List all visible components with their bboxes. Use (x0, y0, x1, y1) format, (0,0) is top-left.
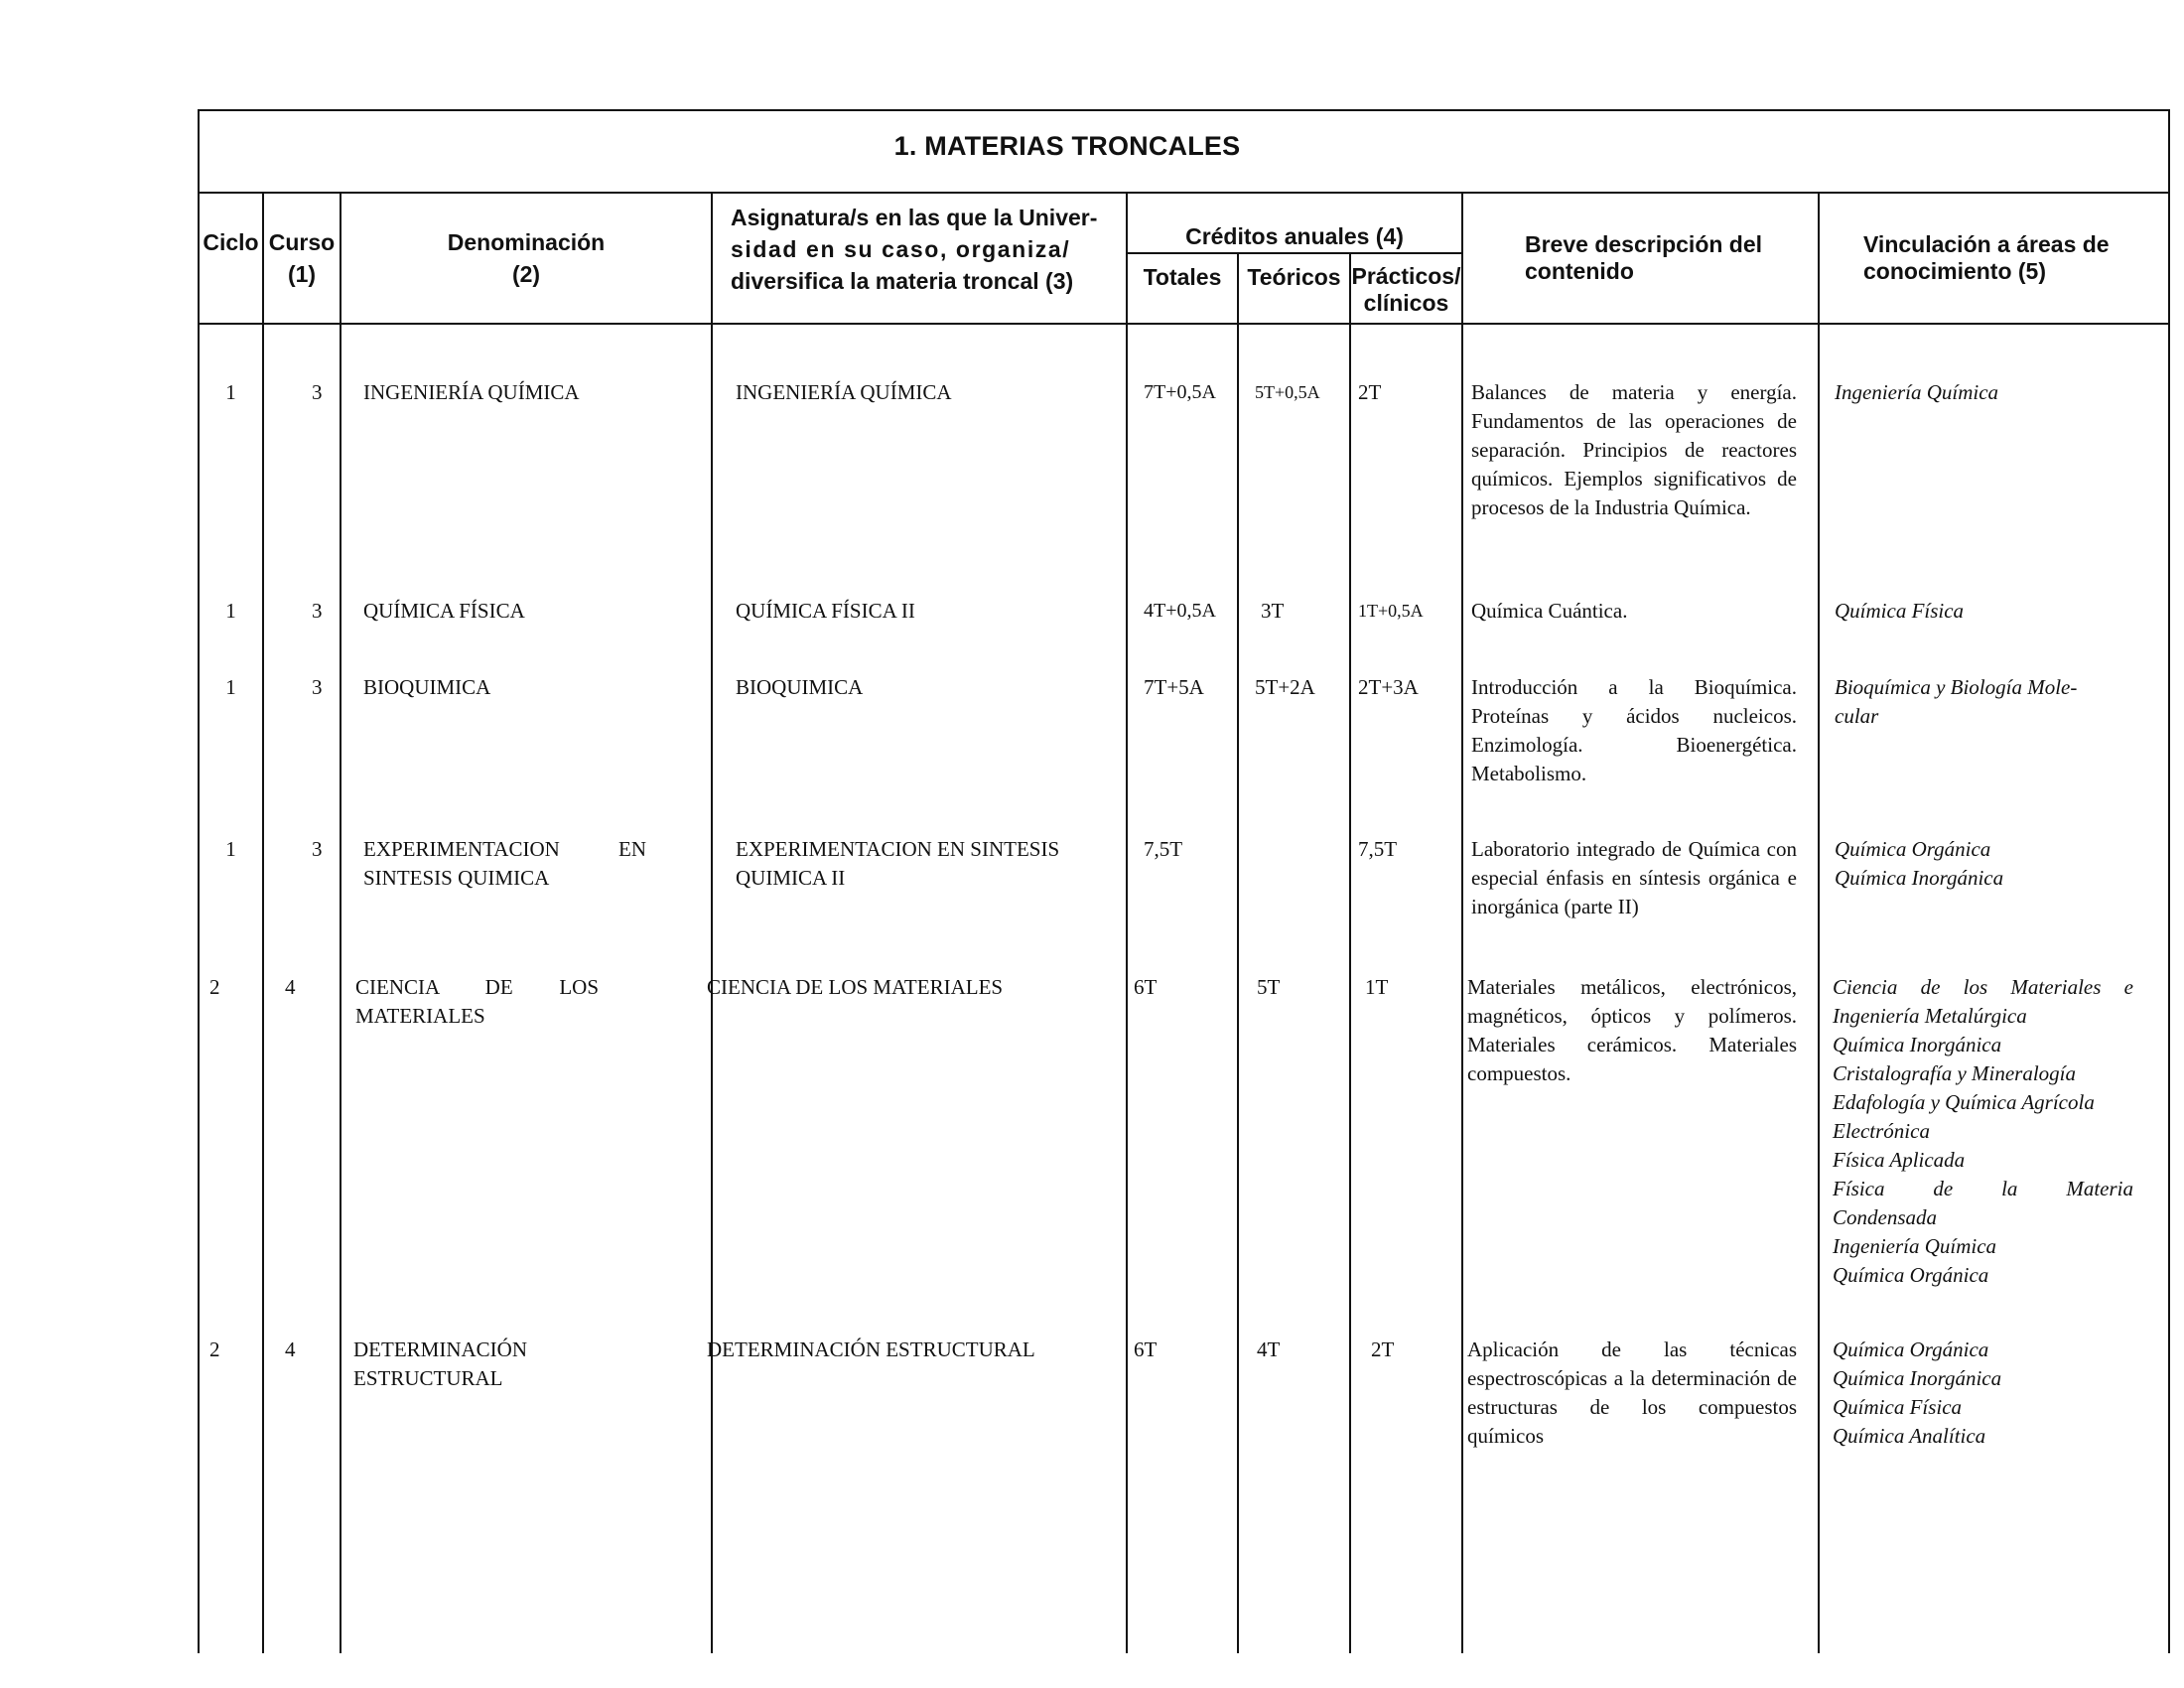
row6-totales: 6T (1134, 1337, 1158, 1361)
row6-area-item: Química Inorgánica (1833, 1366, 2002, 1390)
row3-totales: 7T+5A (1144, 675, 1204, 699)
header-totales (1128, 263, 1237, 292)
row4-area-item: Química Inorgánica (1835, 866, 2004, 890)
row3-denominacion: BIOQUIMICA (363, 675, 491, 699)
header-teoricos-label: Teóricos (1247, 264, 1341, 290)
row2-totales: 4T+0,5A (1144, 600, 1216, 622)
row6-curso: 4 (285, 1337, 296, 1361)
title-separator (198, 192, 2170, 194)
header-asignatura-line3: diversifica la materia troncal (3) (731, 268, 1074, 294)
row5-area-item: Ingeniería Química (1833, 1234, 1997, 1258)
header-curso-note: (1) (287, 261, 317, 287)
row2-teoricos: 3T (1261, 599, 1285, 623)
row2-areas (1835, 597, 2132, 626)
col-divider-totales (1237, 252, 1239, 1653)
row4-practicos: 7,5T (1358, 837, 1398, 861)
row5-area-item: Electrónica (1833, 1119, 1930, 1143)
row5-denominacion: CIENCIA DE LOS MATERIALES (355, 975, 599, 1028)
row2-descripcion: Química Cuántica. (1471, 599, 1628, 623)
row2-practicos: 1T+0,5A (1358, 601, 1424, 621)
section-title: 1. MATERIAS TRONCALES (893, 131, 1241, 161)
row6-area-item: Química Orgánica (1833, 1337, 1989, 1361)
row5-area-item: Física de la Materia (1833, 1177, 2133, 1200)
row3-teoricos: 5T+2A (1255, 675, 1315, 699)
row5-area-item: Química Inorgánica (1833, 1033, 2002, 1056)
row6-practicos: 2T (1371, 1337, 1395, 1361)
header-curso-label: Curso (268, 229, 336, 255)
header-bottom-border (198, 323, 2170, 325)
table-right-border (2168, 109, 2170, 1653)
row4-asignatura: EXPERIMENTACION EN SINTESIS QUIMICA II (736, 837, 1060, 890)
row5-asignatura: CIENCIA DE LOS MATERIALES (707, 975, 1004, 999)
table-top-border (198, 109, 2170, 111)
row1-areas (1835, 378, 2132, 407)
row5-teoricos: 5T (1257, 975, 1281, 999)
header-creditos (1128, 222, 1461, 251)
row2-asignatura: QUÍMICA FÍSICA II (736, 599, 915, 623)
row1-practicos: 2T (1358, 380, 1382, 404)
row5-descripcion: Materiales metálicos, electrónicos, magnéticos, ópticos y polímeros. Materiales cerámicos. Materiales compuestos. (1467, 975, 1797, 1085)
header-teoricos (1239, 263, 1349, 292)
row1-ciclo: 1 (225, 380, 236, 404)
row3-ciclo: 1 (225, 675, 236, 699)
row6-denominacion: DETERMINACIÓN ESTRUCTURAL (353, 1337, 527, 1390)
row2-area-item: Química Física (1835, 599, 1965, 623)
row1-teoricos: 5T+0,5A (1255, 382, 1320, 402)
row1-asignatura: INGENIERÍA QUÍMICA (736, 380, 952, 404)
header-vinculacion (1863, 231, 2161, 285)
row6-descripcion: Aplicación de las técnicas espectroscópicas a la determinación de estructuras de los compuestos químicos (1467, 1337, 1797, 1448)
row6-area-item: Química Física (1833, 1395, 1963, 1419)
header-practicos-line1: Prácticos/ (1351, 263, 1461, 289)
row1-denominacion: INGENIERÍA QUÍMICA (363, 380, 580, 404)
row5-area-item: Ciencia de los Materiales e (1833, 975, 2133, 999)
row1-curso: 3 (312, 380, 323, 404)
row5-practicos: 1T (1365, 975, 1389, 999)
row6-area-item: Química Analítica (1833, 1424, 1986, 1448)
header-asignatura-line1: Asignatura/s en las que la Univer- (731, 205, 1098, 230)
row5-area-item: Edafología y Química Agrícola (1833, 1090, 2095, 1114)
row5-areas (1833, 973, 2133, 1290)
col-divider-asignatura (1126, 192, 1128, 1653)
row6-teoricos: 4T (1257, 1337, 1281, 1361)
row1-area-item: Ingeniería Química (1835, 380, 1999, 404)
header-practicos-line2: clínicos (1363, 290, 1449, 316)
header-denominacion-label: Denominación (447, 229, 606, 255)
col-divider-curso (340, 192, 341, 1653)
header-denominacion-note: (2) (511, 261, 541, 287)
col-divider-practicos (1461, 192, 1463, 1653)
row1-totales: 7T+0,5A (1144, 381, 1216, 403)
row2-denominacion: QUÍMICA FÍSICA (363, 599, 525, 623)
row3-areas (1835, 673, 2132, 731)
row3-asignatura: BIOQUIMICA (736, 675, 864, 699)
row5-area-item: Condensada (1833, 1205, 1937, 1229)
row6-ciclo: 2 (209, 1337, 220, 1361)
row5-area-item: Química Orgánica (1833, 1263, 1989, 1287)
col-divider-teoricos (1349, 252, 1351, 1653)
header-asignatura (731, 202, 1118, 297)
row3-area-item: Bioquímica y Biología Mole- (1835, 675, 2078, 699)
row4-areas (1835, 835, 2132, 893)
row4-area-item: Química Orgánica (1835, 837, 1991, 861)
row6-asignatura: DETERMINACIÓN ESTRUCTURAL (707, 1337, 1035, 1361)
header-asignatura-line2: sidad en su caso, organiza/ (731, 236, 1071, 262)
header-curso (264, 228, 340, 289)
header-breve-line2: contenido (1525, 258, 1634, 284)
row4-totales: 7,5T (1144, 837, 1183, 861)
col-divider-denominacion (711, 192, 713, 1653)
header-breve-line1: Breve descripción del (1525, 231, 1763, 257)
row3-curso: 3 (312, 675, 323, 699)
header-creditos-label: Créditos anuales (4) (1185, 223, 1404, 249)
row5-area-item: Cristalografía y Mineralogía (1833, 1061, 2077, 1085)
row5-ciclo: 2 (209, 975, 220, 999)
table-left-border (198, 109, 200, 1653)
row4-denominacion: EXPERIMENTACION EN SINTESIS QUIMICA (363, 837, 646, 890)
header-totales-label: Totales (1143, 264, 1222, 290)
row1-descripcion: Balances de materia y energía. Fundamentos de las operaciones de separación. Principios de reactores químicos. Ejemplos significativos de procesos de la Industria Química. (1471, 380, 1797, 519)
header-breve (1525, 231, 1813, 285)
row4-ciclo: 1 (225, 837, 236, 861)
row2-curso: 3 (312, 599, 323, 623)
header-vinculacion-line1: Vinculación a áreas de (1863, 231, 2110, 257)
header-ciclo-label: Ciclo (203, 229, 259, 255)
row4-descripcion: Laboratorio integrado de Química con especial énfasis en síntesis orgánica e inorgánica (parte II) (1471, 837, 1797, 918)
row5-area-item: Ingeniería Metalúrgica (1833, 1004, 2027, 1028)
header-denominacion (341, 228, 711, 289)
row3-descripcion: Introducción a la Bioquímica. Proteínas y ácidos nucleicos. Enzimología. Bioenergética. Metabolismo. (1471, 675, 1797, 785)
header-practicos (1351, 263, 1461, 317)
col-divider-descripcion (1818, 192, 1820, 1653)
row6-areas (1833, 1336, 2130, 1451)
row5-area-item: Física Aplicada (1833, 1148, 1966, 1172)
creditos-separator (1126, 252, 1461, 254)
row3-area-item: cular (1835, 704, 1879, 728)
col-divider-ciclo (262, 192, 264, 1653)
row5-curso: 4 (285, 975, 296, 999)
row5-totales: 6T (1134, 975, 1158, 999)
header-vinculacion-line2: conocimiento (5) (1863, 258, 2047, 284)
row2-ciclo: 1 (225, 599, 236, 623)
header-ciclo (200, 228, 262, 257)
row3-practicos: 2T+3A (1358, 675, 1419, 699)
row4-curso: 3 (312, 837, 323, 861)
